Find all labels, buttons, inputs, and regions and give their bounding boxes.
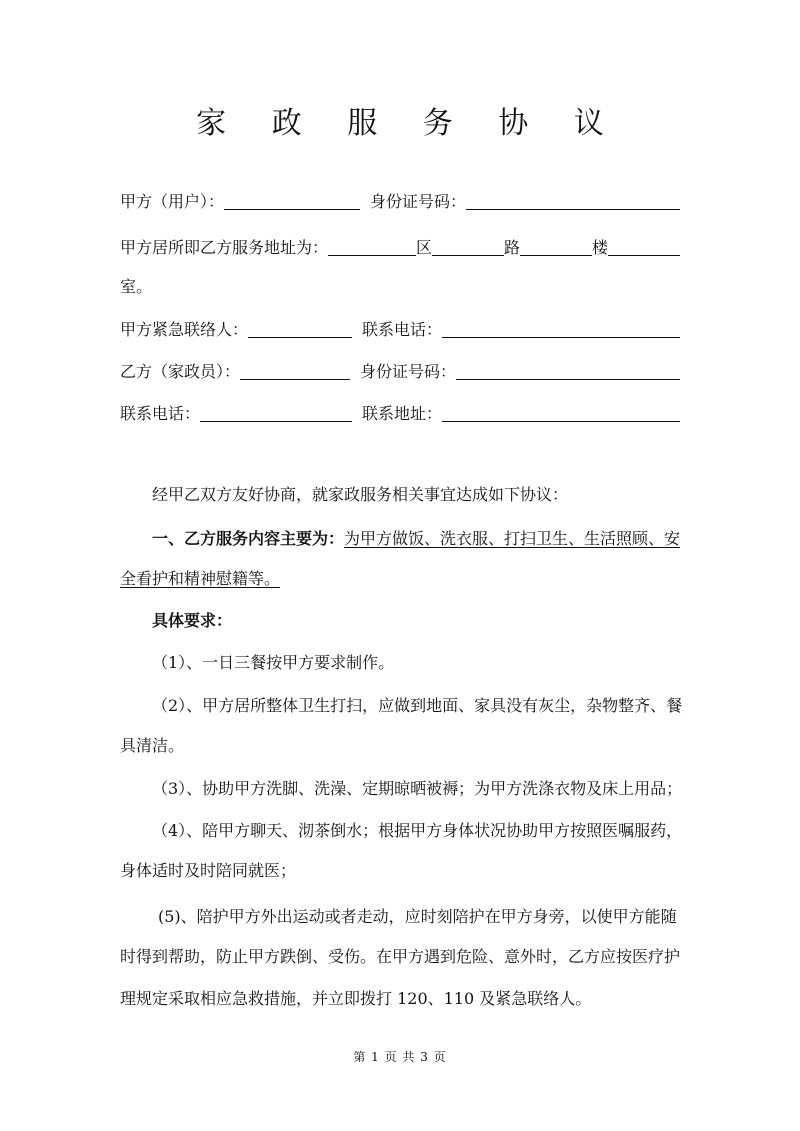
party-a-label: 甲方（用户）： bbox=[120, 192, 225, 211]
address-prefix: 甲方居所即乙方服务地址为： bbox=[120, 238, 329, 257]
district-field[interactable] bbox=[328, 237, 416, 256]
emergency-contact-row bbox=[120, 314, 680, 340]
emergency-contact-field[interactable] bbox=[248, 319, 352, 338]
road-label: 路 bbox=[504, 238, 521, 257]
page-number: 第 1 页 共 3 页 bbox=[353, 1050, 447, 1064]
requirement-1: （1）、一日三餐按甲方要求制作。 bbox=[152, 653, 395, 672]
room-label: 室。 bbox=[120, 277, 153, 296]
requirement-4-line1: （4）、陪甲方聊天、沏茶倒水；根据甲方身体状况协助甲方按照医嘱服药， bbox=[152, 821, 683, 840]
requirement-3: （3）、协助甲方洗脚、洗澡、定期晾晒被褥；为甲方洗涤衣物及床上用品； bbox=[152, 779, 683, 798]
id-label-b: 身份证号码： bbox=[360, 362, 457, 381]
emergency-phone-field[interactable] bbox=[442, 319, 680, 338]
id-label-a: 身份证号码： bbox=[370, 192, 467, 211]
building-field[interactable] bbox=[520, 237, 592, 256]
party-b-id-field[interactable] bbox=[456, 361, 680, 380]
address-row bbox=[120, 232, 680, 258]
phone-label-b: 联系电话： bbox=[120, 404, 201, 423]
requirements-heading: 具体要求： bbox=[152, 611, 233, 630]
party-b-phone-field[interactable] bbox=[200, 403, 352, 422]
requirement-5-line1: (5)、陪护甲方外出运动或者走动，应时刻陪护在甲方身旁，以使甲方能随 bbox=[158, 907, 677, 926]
section1-text-line2: 全看护和精神慰籍等。 bbox=[120, 569, 281, 588]
road-field[interactable] bbox=[432, 237, 504, 256]
requirement-2-line2: 具清洁。 bbox=[120, 736, 185, 755]
requirement-2-line1: （2）、甲方居所整体卫生打扫，应做到地面、家具没有灰尘，杂物整齐、餐 bbox=[152, 696, 683, 715]
party-b-contact-row bbox=[120, 398, 680, 424]
section1-heading: 一、乙方服务内容主要为： bbox=[152, 529, 345, 548]
party-b-row bbox=[120, 356, 680, 382]
requirement-4-line2: 身体适时及时陪同就医； bbox=[120, 861, 297, 880]
party-b-label: 乙方（家政员）： bbox=[120, 362, 241, 381]
requirement-5-line2: 时得到帮助，防止甲方跌倒、受伤。在甲方遇到危险、意外时，乙方应按医疗护 bbox=[120, 947, 681, 966]
district-label: 区 bbox=[416, 238, 433, 257]
section1-text-line1: 为甲方做饭、洗衣服、打扫卫生、生活照顾、安 bbox=[344, 529, 681, 548]
party-b-address-field[interactable] bbox=[442, 403, 680, 422]
emergency-contact-label: 甲方紧急联络人： bbox=[120, 320, 249, 339]
address-label-b: 联系地址： bbox=[362, 404, 443, 423]
party-a-name-field[interactable] bbox=[224, 191, 360, 210]
requirement-5-line3: 理规定采取相应急救措施，并立即拨打 120、110 及紧急联络人。 bbox=[120, 989, 592, 1008]
phone-label-a: 联系电话： bbox=[362, 320, 443, 339]
building-label: 楼 bbox=[592, 238, 609, 257]
party-a-row bbox=[120, 186, 680, 212]
section1-line1 bbox=[152, 526, 680, 552]
party-b-name-field[interactable] bbox=[240, 361, 350, 380]
party-a-id-field[interactable] bbox=[466, 191, 680, 210]
intro-paragraph: 经甲乙双方友好协商，就家政服务相关事宜达成如下协议： bbox=[152, 485, 569, 504]
document-title: 家 政 服 务 协 议 bbox=[196, 106, 622, 141]
room-field[interactable] bbox=[608, 237, 680, 256]
